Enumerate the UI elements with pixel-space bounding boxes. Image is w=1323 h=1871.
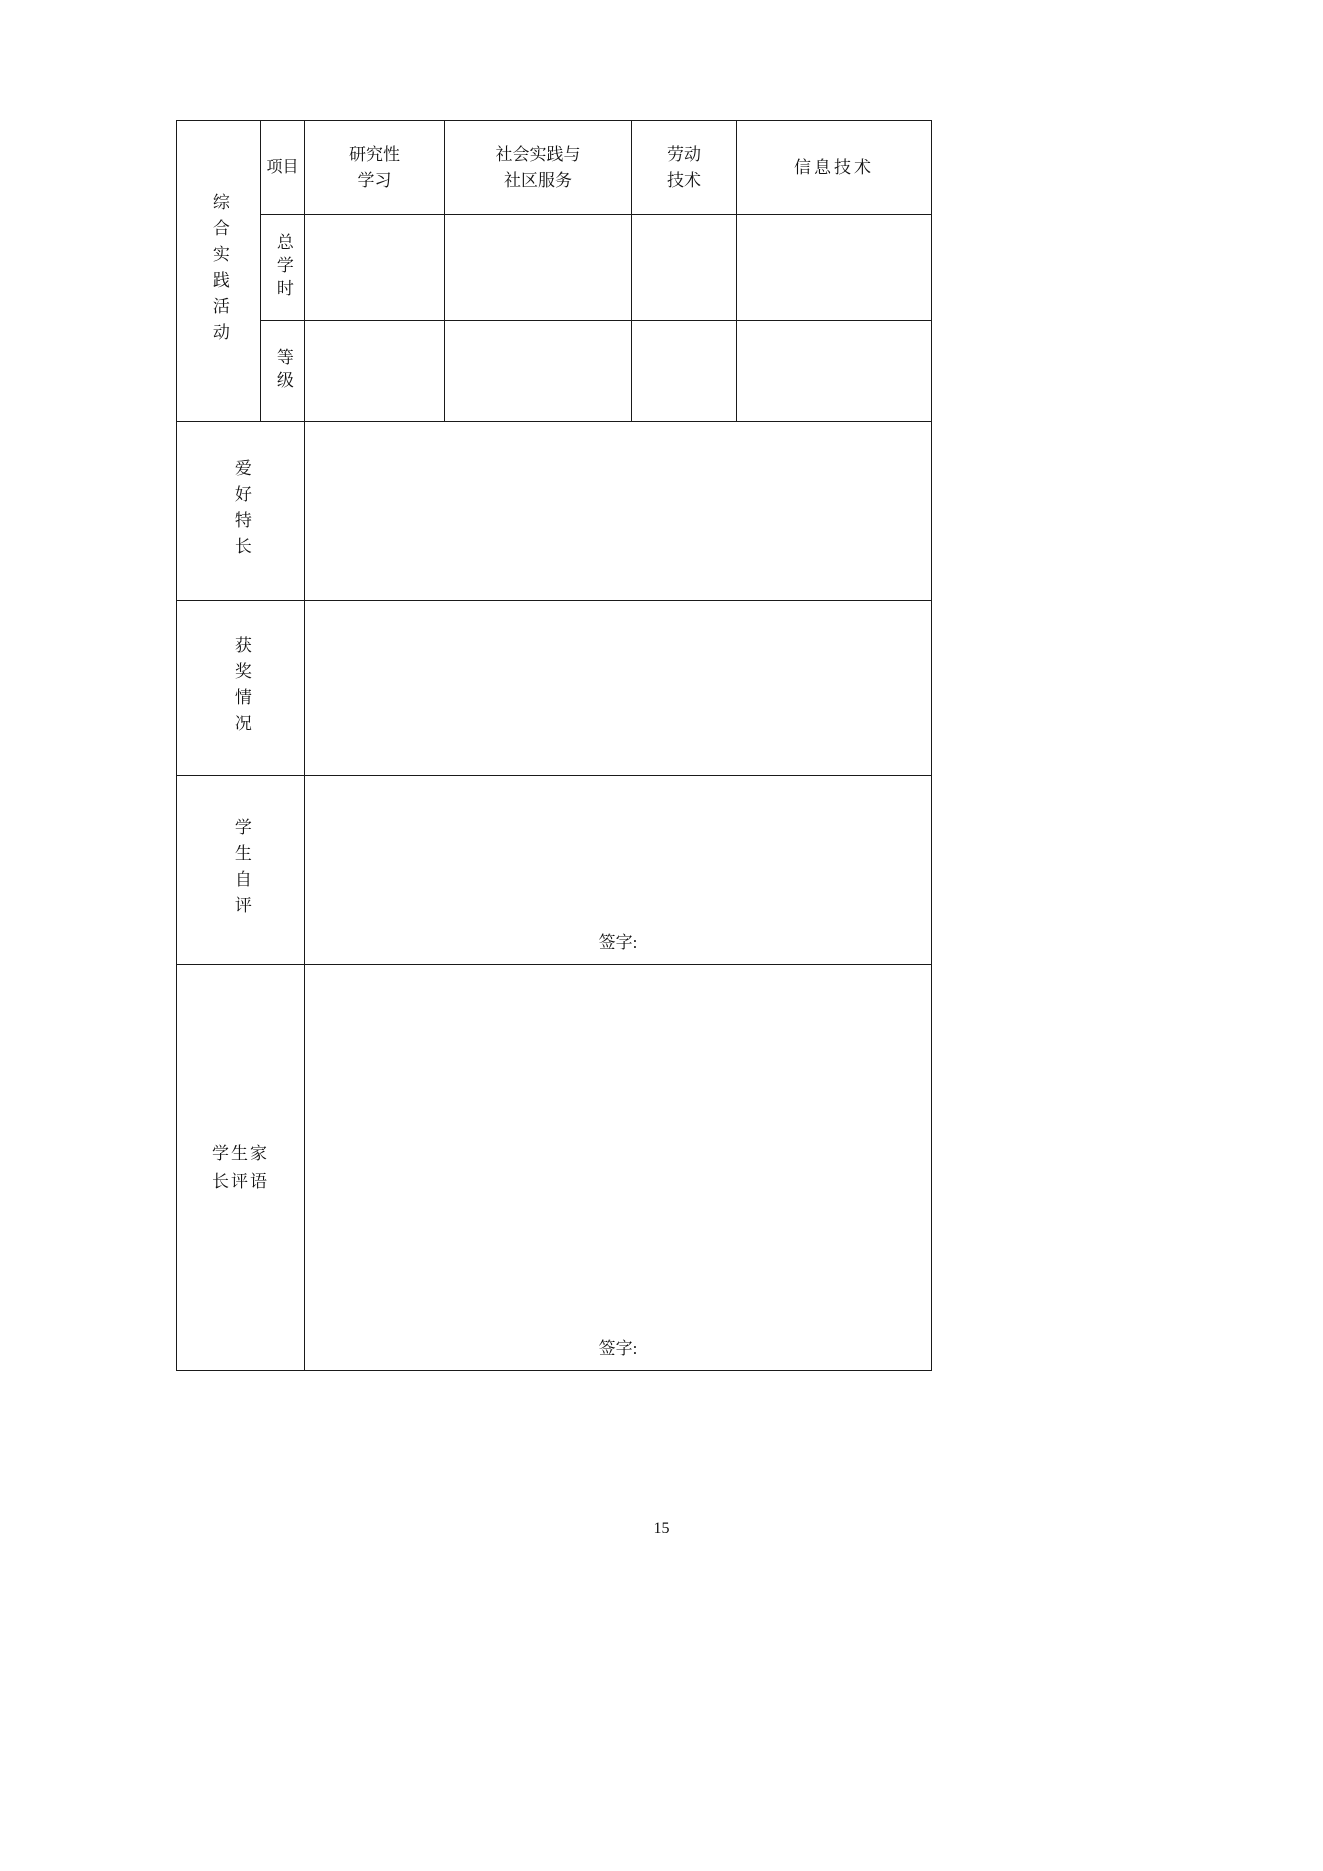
table-row-project-header [177,121,932,215]
field-self-evaluation-area[interactable] [305,789,931,931]
self-evaluation-signature-label: 签字: [598,933,638,953]
field-total-hours-information-technology[interactable] [737,215,932,321]
column-header-labor-technology-line2: 技术 [667,170,701,190]
field-total-hours-inquiry-learning[interactable] [305,215,445,321]
label-parent-comment-line2: 长评语 [212,1171,269,1191]
label-self-evaluation [177,776,305,965]
page-number: 15 [653,1520,670,1537]
column-header-information-technology [737,121,932,215]
label-project [261,121,305,215]
column-header-inquiry-learning [305,121,445,215]
column-header-inquiry-learning-line1: 研究性 [349,145,400,164]
table-row-self-evaluation [177,776,932,965]
column-header-information-technology-line1: 信息技术 [794,157,874,177]
field-awards-content[interactable] [305,601,932,776]
label-hobbies [177,422,305,601]
table-row-grade [177,321,932,422]
field-total-hours-labor-technology[interactable] [632,215,737,321]
table-row-hobbies [177,422,932,601]
label-grade [261,321,305,422]
column-header-labor-technology-line1: 劳动 [667,145,701,164]
form-table [176,120,932,1371]
table-row-awards [177,601,932,776]
label-project-text: 项目 [266,158,299,176]
label-parent-comment [177,965,305,1371]
field-hobbies-content[interactable] [305,422,932,601]
label-hobbies-text: 爱好特长 [231,459,251,563]
field-grade-labor-technology[interactable] [632,321,737,422]
field-grade-social-practice[interactable] [445,321,632,422]
label-comprehensive-practice-text: 综合实践活动 [209,193,229,349]
field-parent-comment-area[interactable] [305,982,931,1337]
label-comprehensive-practice [177,121,261,422]
column-header-inquiry-learning-line2: 学习 [357,170,392,190]
column-header-social-practice [445,121,632,215]
label-parent-comment-line1: 学生家 [212,1144,269,1164]
table-row-parent-comment [177,965,932,1371]
label-awards-text: 获奖情况 [231,636,251,740]
label-self-evaluation-text: 学生自评 [231,818,251,922]
field-parent-comment-content[interactable] [305,965,932,1371]
column-header-social-practice-line2: 社区服务 [504,170,572,190]
parent-comment-signature-label: 签字: [598,1339,638,1359]
column-header-social-practice-line1: 社会实践与 [495,145,581,164]
field-grade-information-technology[interactable] [737,321,932,422]
student-record-form [176,120,931,1371]
field-self-evaluation-content[interactable] [305,776,932,965]
label-total-hours [261,215,305,321]
field-grade-inquiry-learning[interactable] [305,321,445,422]
column-header-labor-technology [632,121,737,215]
table-row-total-hours [177,215,932,321]
label-awards [177,601,305,776]
label-grade-text: 等级 [273,348,293,394]
label-total-hours-text: 总学时 [273,233,293,302]
field-total-hours-social-practice[interactable] [445,215,632,321]
